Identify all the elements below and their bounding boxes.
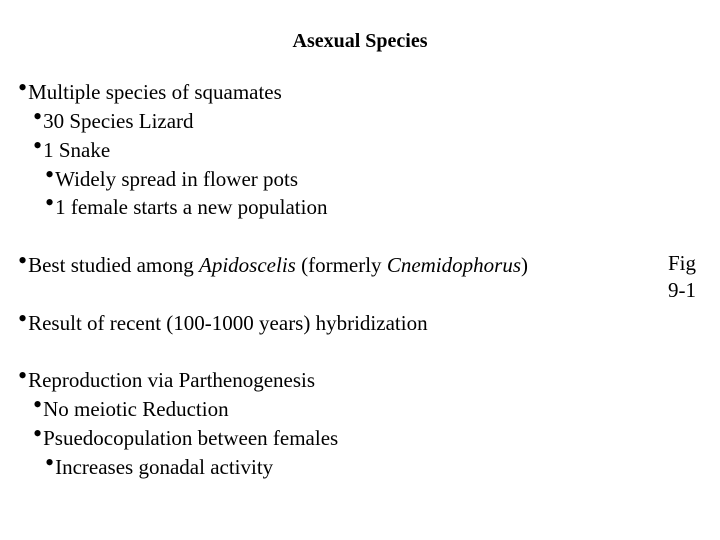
bullet-dot-icon: • (18, 304, 28, 333)
bullet-text: Reproduction via Parthenogenesis (28, 368, 316, 392)
bullet-reproduction (18, 361, 316, 393)
bullet-text: 1 Snake (43, 138, 111, 162)
bullet-text: Widely spread in flower pots (55, 167, 299, 191)
bullet-no-meiotic (33, 390, 229, 422)
bullet-multiple-species (18, 73, 282, 105)
bullet-hybridization (18, 304, 428, 336)
bullet-snake (33, 131, 111, 163)
bullet-gonadal (45, 448, 274, 480)
bullet-text: Result of recent (100-1000 years) hybridization (28, 311, 428, 335)
best-studied-prefix: Best studied among (28, 253, 200, 277)
bullet-dot-icon: • (45, 188, 55, 217)
bullet-dot-icon: • (33, 102, 43, 131)
bullet-text: Psuedocopulation between females (43, 426, 339, 450)
bullet-pseudocopulation (33, 419, 339, 451)
bullet-dot-icon: • (18, 246, 28, 275)
bullet-text: Increases gonadal activity (55, 455, 274, 479)
bullet-text: No meiotic Reduction (43, 397, 229, 421)
figure-reference-line2: 9-1 (668, 278, 696, 302)
figure-reference-line1: Fig (667, 251, 696, 275)
bullet-dot-icon: • (33, 131, 43, 160)
genus-cnemidophorus: Cnemidophorus (386, 253, 521, 277)
bullet-dot-icon: • (45, 448, 55, 477)
bullet-dot-icon: • (18, 361, 28, 390)
bullet-lizard-species (33, 102, 194, 134)
bullet-text: 1 female starts a new population (55, 195, 328, 219)
best-studied-suffix: ) (521, 253, 528, 277)
bullet-dot-icon: • (45, 160, 55, 189)
bullet-dot-icon: • (33, 390, 43, 419)
bullet-one-female (45, 188, 328, 220)
genus-apidoscelis: Apidoscelis (199, 253, 296, 277)
bullet-flower-pots (45, 160, 299, 192)
bullet-best-studied (18, 246, 528, 278)
slide-title: Asexual Species (292, 30, 428, 52)
best-studied-middle: (formerly (295, 253, 387, 277)
bullet-text: 30 Species Lizard (43, 109, 194, 133)
bullet-dot-icon: • (33, 419, 43, 448)
bullet-dot-icon: • (18, 73, 28, 102)
bullet-text: Multiple species of squamates (28, 80, 282, 104)
figure-reference (660, 250, 704, 304)
